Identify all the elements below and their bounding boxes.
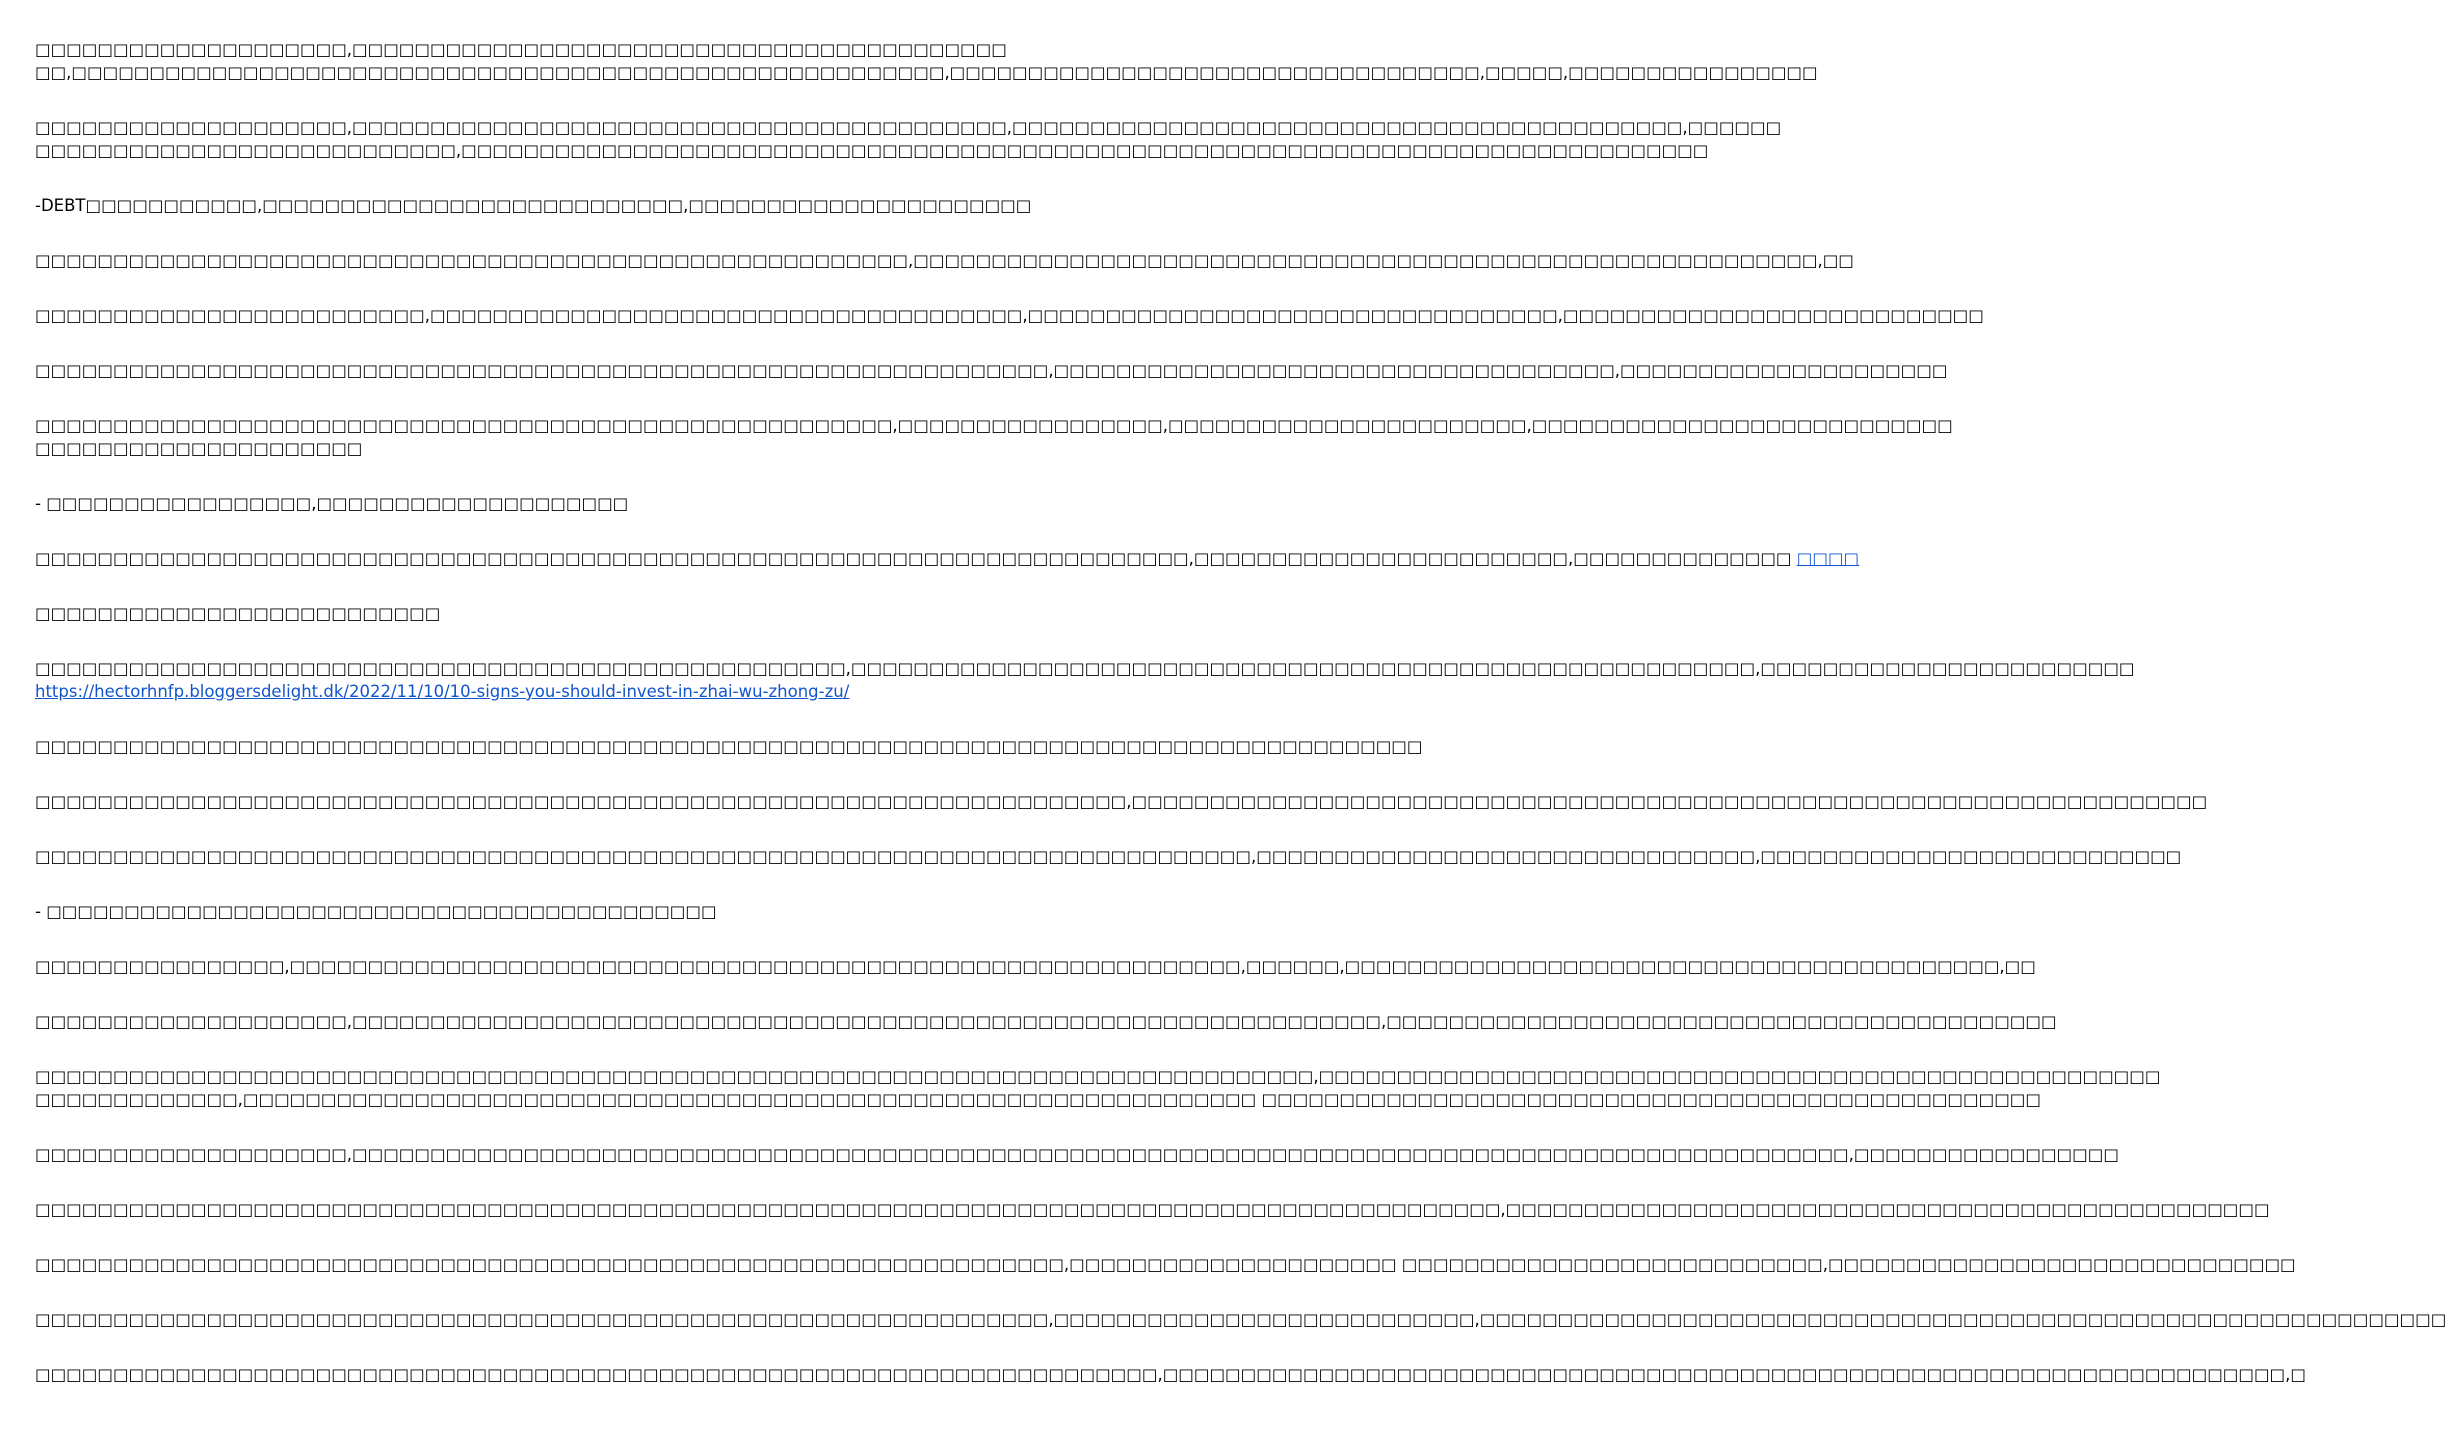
paragraph — [35, 735, 1423, 758]
paragraph — [35, 414, 1953, 460]
text-line: □□□□□□□□□□□□□□□□□□□□□□□□□□□□□□□□□□□□□□□□□□□□□□□□□□□□,□□□□□□□□□□□□□□□□□□□□□□□□□□□□□□□□□□□□□□□□□□□□□□□□□□□□□□□□□□,□□□□□□□□□□□□□□□□□□□□□□□□ — [35, 659, 2135, 678]
paragraph — [35, 602, 990, 625]
paragraph — [35, 304, 1984, 327]
text-line: □□□□□□□□□□□□□□□□□□□□□□□□□□□□□□□□□□□□□□□□□□□□□□□□□□□□□□□,□□□□□□□□□□□□□□□□□,□□□□□□□□□□□□□□□□□□□□□□□,□□□□□□□□□□□□□□□□□□□□□□□□□□□ — [35, 416, 1953, 435]
paragraph — [35, 1308, 2446, 1331]
text-line: - □□□□□□□□□□□□□□□□□□□□□□□□□□□□□□□□□□□□□□□□□□□ — [35, 902, 717, 921]
text-line: □□□□□□□□□□□□□□□□□□□□□□□□□□□□□□□□□□□□□□□□□□□□□□□□□□□□□□□□□□□□□□□□□□,□□□□□□□□□□□□□□□□□□□□□ □□□□□□□□□□□□□□□□□□□□□□□□□□□,□□□□□□□□□□□□□□□□□□□□□□□□□□□□□□ — [35, 1255, 2296, 1274]
paragraph — [35, 249, 1854, 272]
text-line: □□□□□□□□□□□□□□□□□□□□□□□□□□ — [35, 604, 441, 623]
text-line: □□□□□□□□□□□□□□□□□□□□□□□□□□□□□□□□□□□□□□□□□□□□□□□□□□□□□□□□□□□□□□□□□□□□□□□□□□□□□□,□□□□□□□□□□□□□□□□□□□□□□□□□□□□□□□□,□□□□□□□□□□□□□□□□□□□□□□□□□□□ — [35, 847, 2182, 866]
text-line: -DEBT□□□□□□□□□□□,□□□□□□□□□□□□□□□□□□□□□□□□□□□,□□□□□□□□□□□□□□□□□□□□□□ — [35, 196, 1032, 215]
text-line: - □□□□□□□□□□□□□□□□□,□□□□□□□□□□□□□□□□□□□□ — [35, 494, 629, 513]
url-link[interactable]: https://hectorhnfp.bloggersdelight.dk/2022/11/10/10-signs-you-should-invest-in-zhai-wu-zhong-zu/ — [35, 682, 850, 701]
text-line: □□□□□□□□□□□□□□□□□□□□□□□□□□□□□□□□□□□□□□□□□□□□□□□□□□□□□□□□□□□□□□□□□□□□□□□□□□□□□□□□□□□□□□□□□□□□□□,□□□□□□□□□□□□□□□□□□□□□□□□□□□□□□□□□□□□□□□□□□□□□□□□□ — [35, 1200, 2270, 1219]
paragraph — [35, 492, 990, 515]
text-line: □□□□□□□□□□□□□□□□□□□□□□□□□□□□□□□□□□□□□□□□□□□□□□□□□□□□□□□□□□□□□□□□□□□□□□□□□□□□□□□□□□□□□□□□□ — [35, 737, 1423, 756]
paragraph — [35, 116, 1782, 162]
text-line: □□□□□□□□□□□□□□□□□□□□□□□□□□□□□□□□□□□□□□□□□□□□□□□□□□□□□□□□□□□□□□□□□□□□□□,□□□□□□□□□□□□□□□□□□□□□□□□□□□□□□□□□□□□□□□□□□□□□□□□□□□□□□□□□□□□□□□□□□□□□ — [35, 792, 2208, 811]
paragraph — [35, 38, 1818, 84]
paragraph — [35, 1253, 2296, 1276]
text-line: □□□□□□□□□□□□□□□□□□□□□□□□□□□□□□□□□□□□□□□□□□□□□□□□□□□□□□□□□□□□□□□□□□□□□□□□□□□□□□□□□□,□□□□□□□□□□□□□□□□□□□□□□□□□□□□□□□□□□□□□□□□□□□□□□□□□□□□□□ — [35, 1067, 2161, 1086]
document-body — [35, 38, 2446, 1386]
text-line: □□□□□□□□□□□□□,□□□□□□□□□□□□□□□□□□□□□□□□□□□□□□□□□□□□□□□□□□□□□□□□□□□□□□□□□□□□□□□□□ □□□□□□□□□□□□□□□□□□□□□□□□□□□□□□□□□□□□□□□□□□□□□□□□□□ — [35, 1090, 2041, 1109]
text-line: □□□□□□□□□□□□□□□□□□□□□□□□□□□□□□□□□□□□□□□□□□□□□□□□□□□□□□□□□□□□□□□□□,□□□□□□□□□□□□□□□□□□□□□□□□□□□,□□□□□□□□□□□□□□□□□□□□□□□□□□□□□□□□□□□□□□□□□□□□□□□□□□□□□□□□□□□□□□ — [35, 1310, 2446, 1329]
paragraph — [35, 1143, 2119, 1166]
text-line: □□□□□□□□□□□□□□□□□□□□□□□□□□□□□□□□□□□□□□□□□□□□□□□□□□□□□□□□,□□□□□□□□□□□□□□□□□□□□□□□□□□□□□□□□□□□□□□□□□□□□□□□□□□□□□□□□□□,□□ — [35, 251, 1854, 270]
text-line: □□□□□□□□□□□□□□□□□□□□□□□□□□□,□□□□□□□□□□□□□□□□□□□□□□□□□□□□□□□□□□□□□□□□□□□□□□□□□□□□□□□□□□□□□□□□□□□□□□□□□□□□□□□□ — [35, 141, 1709, 160]
text-line: □□□□□□□□□□□□□□□□□□□□□□□□□□□□□□□□□□□□□□□□□□□□□□□□□□□□□□□□□□□□□□□□□,□□□□□□□□□□□□□□□□□□□□□□□□□□□□□□□□□□□□,□□□□□□□□□□□□□□□□□□□□□ — [35, 361, 1948, 380]
paragraph — [35, 900, 990, 923]
text-line — [35, 547, 1860, 570]
paragraph — [35, 657, 2135, 703]
text-line: □□□□□□□□□□□□□□□□□□□□□□□□□□□□□□□□□□□□□□□□□□□□□□□□□□□□□□□□□□□□□□□□□□□□□□□□,□□□□□□□□□□□□□□□□□□□□□□□□□□□□□□□□□□□□□□□□□□□□□□□□□□□□□□□□□□□□□□□□□□□□□□□□,□ — [35, 1365, 2306, 1384]
paragraph — [35, 1198, 2270, 1221]
text-line: □□□□□□□□□□□□□□□□□□□□,□□□□□□□□□□□□□□□□□□□□□□□□□□□□□□□□□□□□□□□□□□,□□□□□□□□□□□□□□□□□□□□□□□□□□□□□□□□□□□□□□□□□□□,□□□□□□ — [35, 118, 1782, 137]
paragraph — [35, 194, 1032, 217]
paragraph — [35, 547, 1860, 570]
text-line: □□□□□□□□□□□□□□□□□□□□□□□□□,□□□□□□□□□□□□□□□□□□□□□□□□□□□□□□□□□□□□□□,□□□□□□□□□□□□□□□□□□□□□□□□□□□□□□□□□□,□□□□□□□□□□□□□□□□□□□□□□□□□□□ — [35, 306, 1984, 325]
text-line: □□,□□□□□□□□□□□□□□□□□□□□□□□□□□□□□□□□□□□□□□□□□□□□□□□□□□□□□□□□,□□□□□□□□□□□□□□□□□□□□□□□□□□□□□□□□□□,□□□□□,□□□□□□□□□□□□□□□□ — [35, 63, 1818, 82]
paragraph — [35, 1010, 2057, 1033]
paragraph — [35, 1363, 2306, 1386]
text-line: □□□□□□□□□□□□□□□□,□□□□□□□□□□□□□□□□□□□□□□□□□□□□□□□□□□□□□□□□□□□□□□□□□□□□□□□□□□□□□,□□□□□□,□□□□□□□□□□□□□□□□□□□□□□□□□□□□□□□□□□□□□□□□□□,□□ — [35, 957, 2036, 976]
paragraph — [35, 359, 1948, 382]
paragraph — [35, 955, 2036, 978]
text-line: □□□□□□□□□□□□□□□□□□□□,□□□□□□□□□□□□□□□□□□□□□□□□□□□□□□□□□□□□□□□□□□ — [35, 40, 1007, 59]
text-line: □□□□□□□□□□□□□□□□□□□□,□□□□□□□□□□□□□□□□□□□□□□□□□□□□□□□□□□□□□□□□□□□□□□□□□□□□□□□□□□□□□□□□□□,□□□□□□□□□□□□□□□□□□□□□□□□□□□□□□□□□□□□□□□□□□□ — [35, 1012, 2057, 1031]
inline-link[interactable]: □□□□ — [1796, 549, 1860, 568]
text-line: □□□□□□□□□□□□□□□□□□□□,□□□□□□□□□□□□□□□□□□□□□□□□□□□□□□□□□□□□□□□□□□□□□□□□□□□□□□□□□□□□□□□□□□□□□□□□□□□□□□□□□□□□□□□□□□□□□□□□,□□□□□□□□□□□□□□□□□ — [35, 1145, 2119, 1164]
paragraph — [35, 1065, 2161, 1111]
paragraph — [35, 845, 2182, 868]
text-run: □□□□□□□□□□□□□□□□□□□□□□□□□□□□□□□□□□□□□□□□□□□□□□□□□□□□□□□□□□□□□□□□□□□□□□□□□□,□□□□□□□□□□□□□□□□□□□□□□□□,□□□□□□□□□□□□□□ — [35, 549, 1797, 568]
text-line: □□□□□□□□□□□□□□□□□□□□□ — [35, 439, 363, 458]
paragraph — [35, 790, 2208, 813]
